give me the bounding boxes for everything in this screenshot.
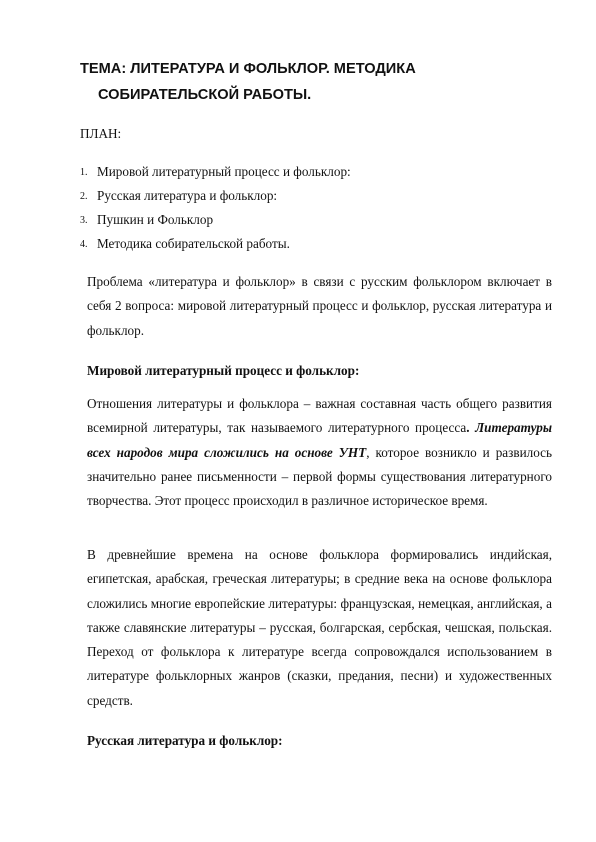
plan-item-number: 2.	[80, 191, 88, 202]
plan-item-number: 3.	[80, 215, 88, 226]
paragraph-dot: .	[466, 420, 470, 436]
intro-paragraph: Проблема «литература и фольклор» в связи с русским фольклором включает в себя 2 вопроса: мировой литературный процесс и фольклор, русская литература и фольклор.	[87, 274, 552, 338]
section1-paragraph-1	[87, 392, 552, 513]
section1-paragraph-2: В древнейшие времена на основе фольклора формировались индийская, египетская, арабская, греческая литературы; в средние века на основе фольклора сложились многие европейские литературы: французская, немецкая, английская, а также славянские литературы – русская, болгарская, сербская, чешская, польская. Переход от фольклора к литературе всегда сопровождался использованием в литературе фольклорных жанров (сказки, предания, песни) и художественных средств.	[87, 547, 552, 708]
title-line-1: ТЕМА: ЛИТЕРАТУРА И ФОЛЬКЛОР. МЕТОДИКА	[80, 61, 416, 77]
plan-label: ПЛАН:	[80, 126, 122, 141]
title-line-2: СОБИРАТЕЛЬСКОЙ РАБОТЫ.	[98, 87, 312, 103]
document-title	[80, 56, 520, 108]
plan-item-text: Пушкин и Фольклор	[97, 212, 214, 227]
section-heading-russian-literature: Русская литература и фольклор:	[87, 733, 283, 748]
plan-item-number: 4.	[80, 239, 88, 250]
emphasized-statement: Литературы всех народов мира сложились на основе УНТ	[87, 420, 552, 460]
plan-item-number: 1.	[80, 167, 88, 178]
section-heading-world-literature: Мировой литературный процесс и фольклор:	[87, 363, 360, 378]
plan-item-text: Русская литература и фольклор:	[97, 188, 278, 203]
paragraph-text-end: , которое возникло и развилось значительно ранее письменности – первой формы существования литературного творчества. Этот процесс происходил в различное историческое время.	[87, 444, 553, 509]
paragraph-text: Отношения литературы и фольклора – важная составная часть общего развития всемирной литературы, так называемого литературного процесса	[87, 396, 552, 436]
plan-item-text: Мировой литературный процесс и фольклор:	[97, 164, 351, 179]
plan-item-text: Методика собирательской работы.	[97, 236, 290, 251]
